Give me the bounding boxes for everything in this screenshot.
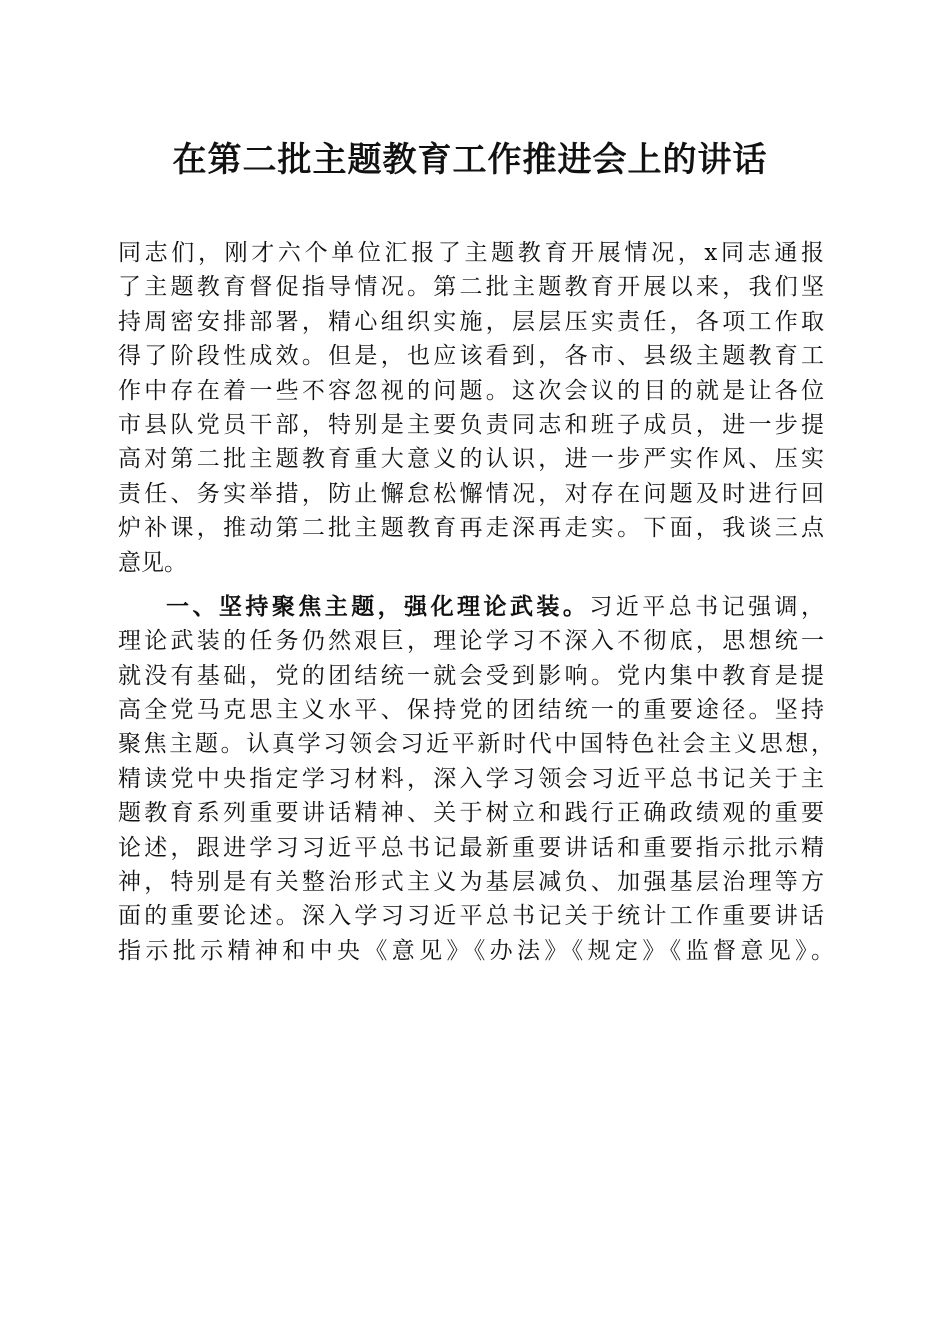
section-first-line bbox=[118, 590, 824, 624]
text-line: 精读党中央指定学习材料，深入学习领会习近平总书记关于主 bbox=[118, 765, 824, 792]
text-line: 市县队党员干部，特别是主要负责同志和班子成员，进一步提 bbox=[118, 411, 824, 438]
text-line: 炉补课，推动第二批主题教育再走深再走实。下面，我谈三点 bbox=[118, 515, 824, 542]
text-line: 面的重要论述。深入学习习近平总书记关于统计工作重要讲话 bbox=[118, 903, 824, 930]
paragraph-intro bbox=[118, 236, 824, 580]
text-line: 高全党马克思主义水平、保持党的团结统一的重要途径。坚持 bbox=[118, 697, 824, 724]
text-line: 责任、务实举措，防止懈怠松懈情况，对存在问题及时进行回 bbox=[118, 480, 824, 507]
text-span: 习近平总书记强调， bbox=[589, 593, 825, 620]
text-line: 得了阶段性成效。但是，也应该看到，各市、县级主题教育工 bbox=[118, 343, 824, 370]
text-line: 指示批示精神和中央《意见》《办法》《规定》《监督意见》。 bbox=[118, 937, 834, 964]
text-line: 意见。 bbox=[118, 549, 187, 576]
text-line: 理论武装的任务仍然艰巨，理论学习不深入不彻底，思想统一 bbox=[118, 628, 824, 655]
text-line: 论述，跟进学习习近平总书记最新重要讲话和重要指示批示精 bbox=[118, 834, 824, 861]
text-line: 神，特别是有关整治形式主义为基层减负、加强基层治理等方 bbox=[118, 869, 824, 896]
text-line: 聚焦主题。认真学习领会习近平新时代中国特色社会主义思想， bbox=[118, 731, 834, 758]
text-line: 题教育系列重要讲话精神、关于树立和践行正确政绩观的重要 bbox=[118, 800, 824, 827]
paragraph-section-1 bbox=[118, 590, 834, 968]
text-line: 作中存在着一些不容忽视的问题。这次会议的目的就是让各位 bbox=[118, 377, 824, 404]
text-line: 同志们，刚才六个单位汇报了主题教育开展情况，x同志通报 bbox=[118, 240, 824, 266]
text-line: 了主题教育督促指导情况。第二批主题教育开展以来，我们坚 bbox=[118, 274, 824, 301]
document-body bbox=[118, 236, 834, 968]
section-heading: 一、坚持聚焦主题，强化理论武装。 bbox=[166, 592, 590, 620]
text-line: 就没有基础，党的团结统一就会受到影响。党内集中教育是提 bbox=[118, 662, 824, 689]
text-line: 持周密安排部署，精心组织实施，层层压实责任，各项工作取 bbox=[118, 308, 824, 335]
text-line: 高对第二批主题教育重大意义的认识，进一步严实作风、压实 bbox=[118, 446, 824, 473]
document-title: 在第二批主题教育工作推进会上的讲话 bbox=[172, 140, 768, 180]
